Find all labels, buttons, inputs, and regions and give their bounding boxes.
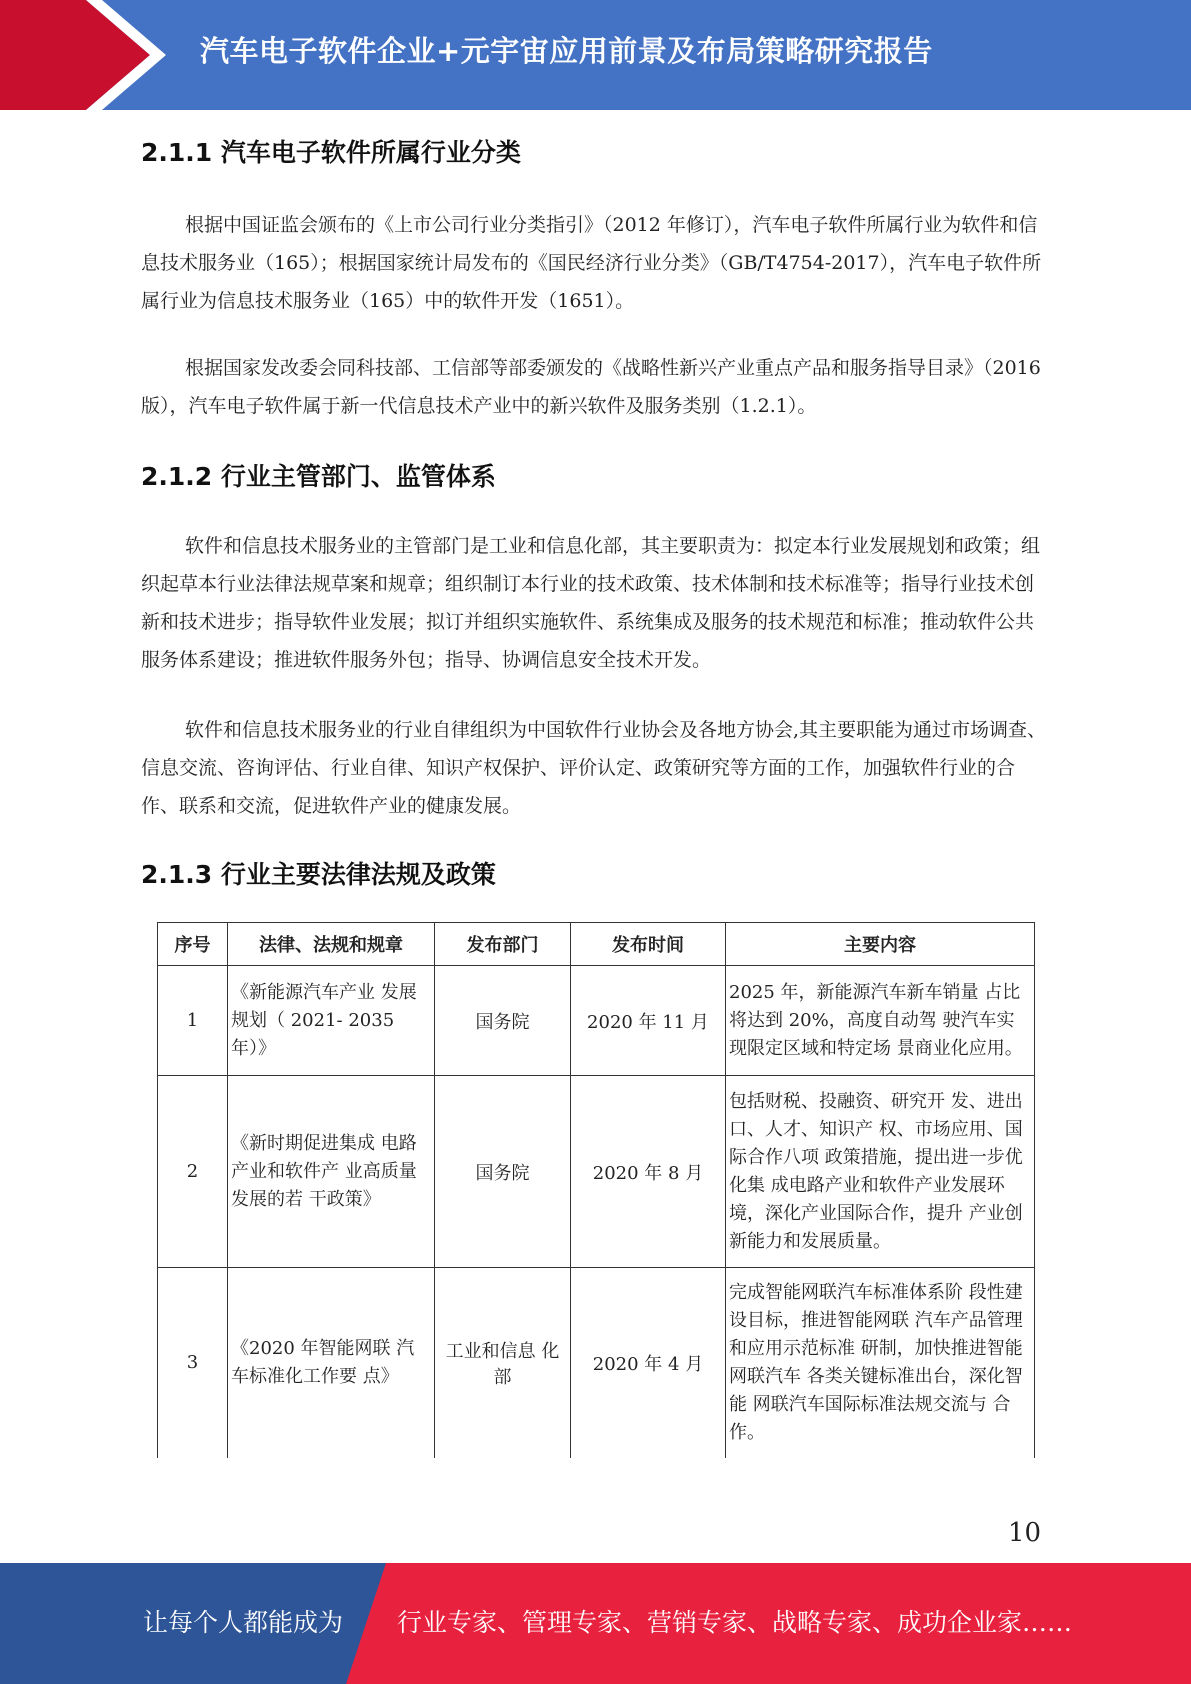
cell-content: 完成智能网联汽车标准体系阶 段性建设目标，推进智能网联 汽车产品管理和应用示范标准 研制，加快推进智能网联汽车 各类关键标准出台，深化智能 网联汽车国际标准法规交流与 合作。 xyxy=(726,1268,1035,1458)
cell-law-title: 《新时期促进集成 电路产业和软件产 业高质量发展的若 干政策》 xyxy=(228,1076,435,1268)
cell-content: 2025 年，新能源汽车新车销量 占比将达到 20%，高度自动驾 驶汽车实现限定区域和特定场 景商业化应用。 xyxy=(726,966,1035,1076)
cell-law-title: 《新能源汽车产业 发展规划（ 2021- 2035 年）》 xyxy=(228,966,435,1076)
column-header-law: 法律、法规和规章 xyxy=(228,923,435,966)
column-header-no: 序号 xyxy=(158,923,228,966)
column-header-date: 发布时间 xyxy=(571,923,726,966)
paragraph: 根据中国证监会颁布的《上市公司行业分类指引》（2012 年修订），汽车电子软件所属行业为软件和信息技术服务业（165）；根据国家统计局发布的《国民经济行业分类》（GB/T4754-2017），汽车电子软件所属行业为信息技术服务业（165）中的软件开发（1651）。 xyxy=(141,214,1042,312)
cell-dept: 国务院 xyxy=(435,966,571,1076)
header-arrow-icon xyxy=(0,0,170,110)
report-title: 汽车电子软件企业+元宇宙应用前景及布局策略研究报告 xyxy=(200,34,933,68)
paragraph: 软件和信息技术服务业的行业自律组织为中国软件行业协会及各地方协会,其主要职能为通过市场调查、信息交流、咨询评估、行业自律、知识产权保护、评价认定、政策研究等方面的工作，加强软件行业的合作、联系和交流，促进软件产业的健康发展。 xyxy=(141,719,1047,817)
cell-date: 2020 年 11 月 xyxy=(571,966,726,1076)
paragraph: 根据国家发改委会同科技部、工信部等部委颁发的《战略性新兴产业重点产品和服务指导目录》（2016 版），汽车电子软件属于新一代信息技术产业中的新兴软件及服务类别（1.2.1）。 xyxy=(141,357,1041,417)
table-row xyxy=(158,1076,1035,1268)
section-heading-2-1-3: 2.1.3 行业主要法律法规及政策 xyxy=(141,860,496,889)
footer-slogan-left: 让每个人都能成为 xyxy=(143,1608,344,1637)
column-header-dept: 发布部门 xyxy=(435,923,571,966)
laws-table xyxy=(157,922,1035,1458)
column-header-content: 主要内容 xyxy=(726,923,1035,966)
page-header xyxy=(0,0,1191,110)
table-row xyxy=(158,966,1035,1076)
table-row xyxy=(158,1268,1035,1458)
cell-law-title: 《2020 年智能网联 汽车标准化工作要 点》 xyxy=(228,1268,435,1458)
cell-no: 2 xyxy=(158,1076,228,1268)
page-footer xyxy=(0,1563,1191,1684)
cell-no: 1 xyxy=(158,966,228,1076)
section-heading-2-1-1: 2.1.1 汽车电子软件所属行业分类 xyxy=(141,138,521,167)
page-number: 10 xyxy=(1008,1518,1042,1548)
cell-dept: 国务院 xyxy=(435,1076,571,1268)
cell-no: 3 xyxy=(158,1268,228,1458)
cell-date: 2020 年 8 月 xyxy=(571,1076,726,1268)
section-heading-2-1-2: 2.1.2 行业主管部门、监管体系 xyxy=(141,462,496,491)
cell-date: 2020 年 4 月 xyxy=(571,1268,726,1458)
table-header-row xyxy=(158,923,1035,966)
cell-content: 包括财税、投融资、研究开 发、进出口、人才、知识产 权、市场应用、国际合作八项 政策措施，提出进一步优化集 成电路产业和软件产业发展环 境，深化产业国际合作，提升 产业创新能力和发展质量。 xyxy=(726,1076,1035,1268)
paragraph: 软件和信息技术服务业的主管部门是工业和信息化部，其主要职责为：拟定本行业发展规划和政策；组织起草本行业法律法规草案和规章；组织制订本行业的技术政策、技术体制和技术标准等；指导行业技术创新和技术进步；指导软件业发展；拟订并组织实施软件、系统集成及服务的技术规范和标准；推动软件公共服务体系建设；推进软件服务外包；指导、协调信息安全技术开发。 xyxy=(141,535,1041,671)
footer-slogan-right: 行业专家、管理专家、营销专家、战略专家、成功企业家…… xyxy=(397,1608,1073,1637)
cell-dept: 工业和信息 化部 xyxy=(435,1268,571,1458)
